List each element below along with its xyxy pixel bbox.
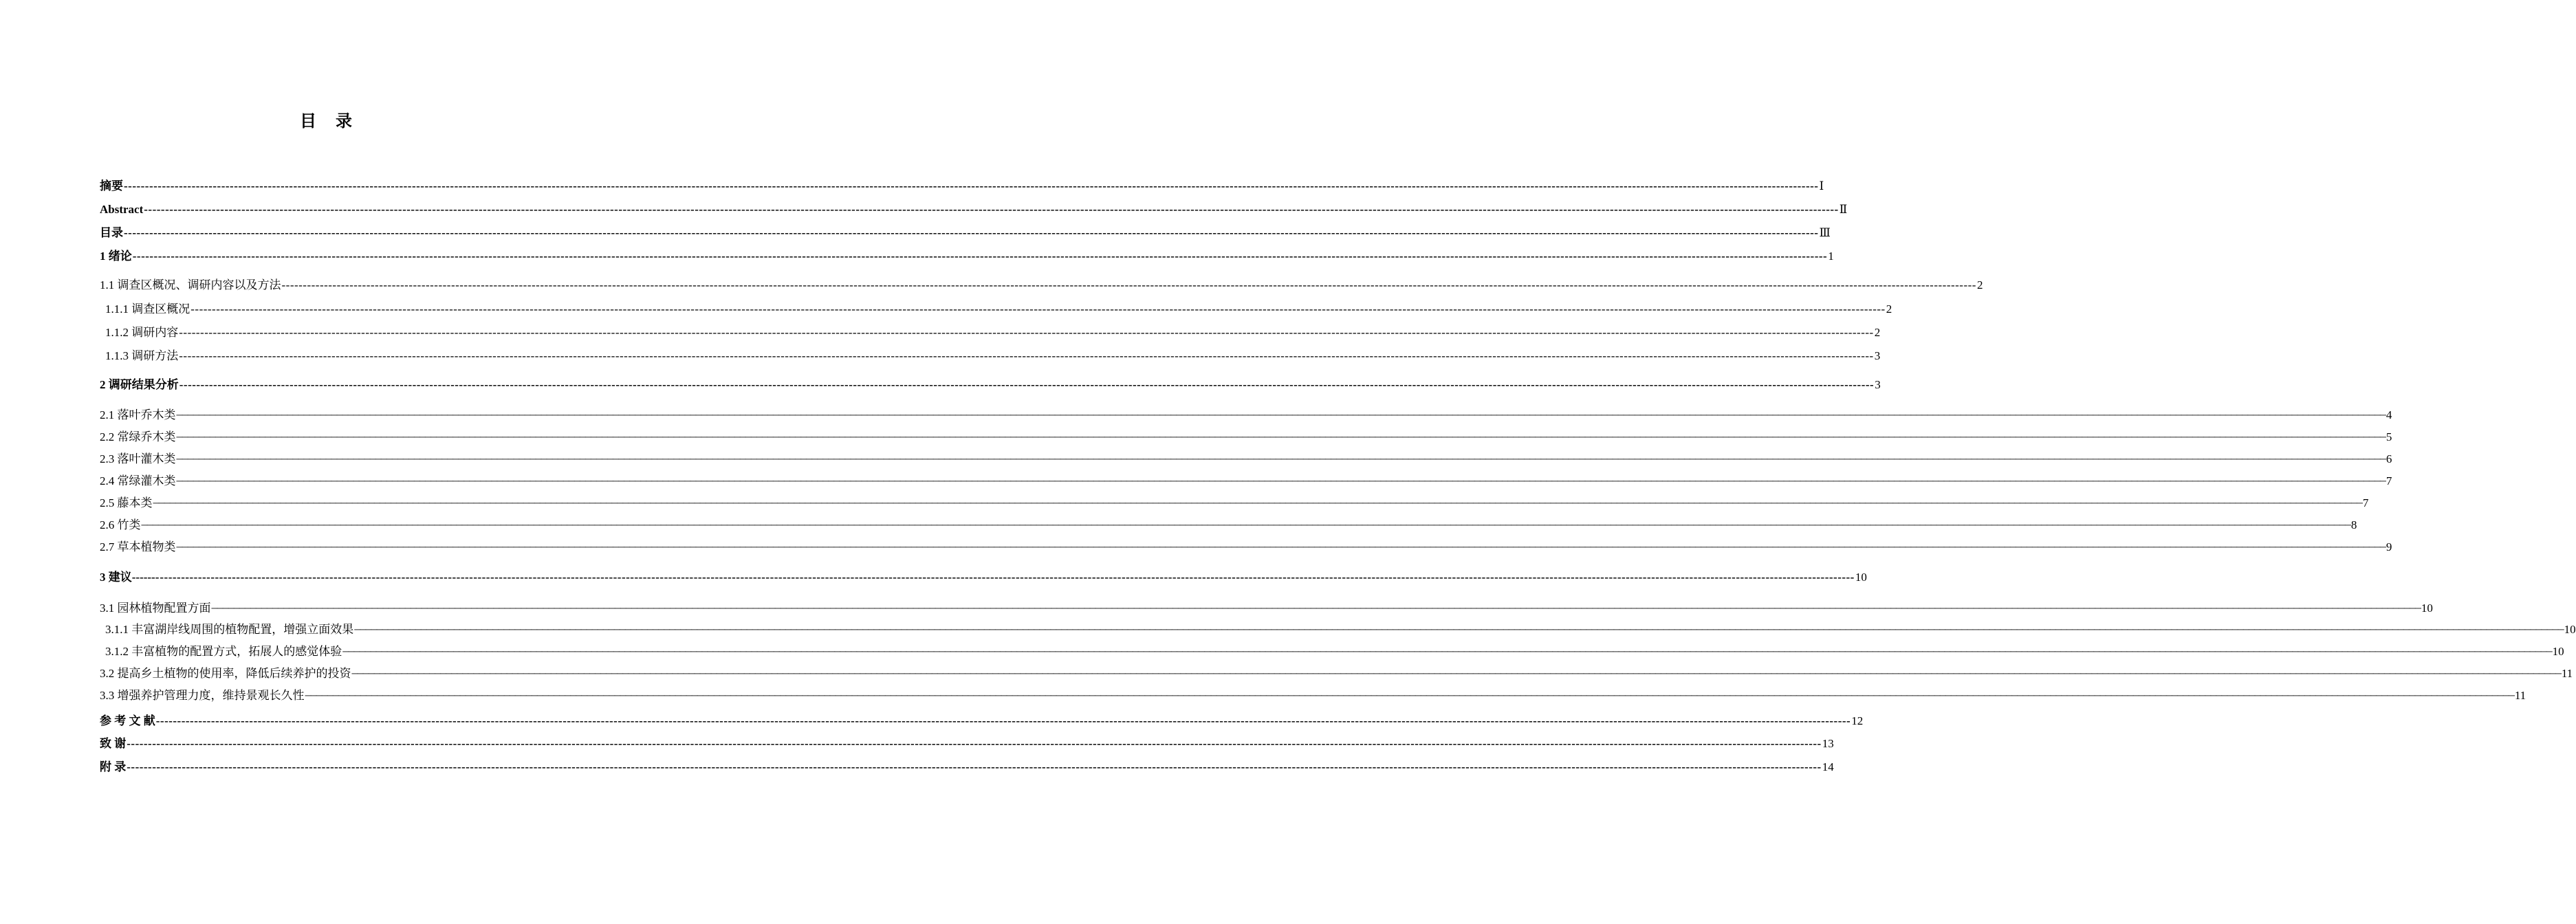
toc-page-number: 1 <box>1828 250 1834 263</box>
toc-entry[interactable] <box>100 622 2576 637</box>
toc-leader: ---------------------------------------------------------------------------------------------------------------------------------------------------------------------------------------------------------------------------------------------------------------------------------------------------------------------------------------------------------------------------------------------------------------- <box>179 326 1874 339</box>
toc-entry[interactable] <box>100 249 1834 264</box>
page-title: 目 录 <box>300 111 353 131</box>
toc-entry[interactable] <box>100 430 2392 445</box>
toc-page-number: 6 <box>2386 452 2392 465</box>
toc-page-number: 2 <box>1886 302 1892 316</box>
toc-entry-label: 参 考 文 献 <box>100 714 155 727</box>
toc-entry[interactable] <box>100 601 2433 616</box>
toc-leader: ---------------------------------------------------------------------------------------------------------------------------------------------------------------------------------------------------------------------------------------------------------------------------------------------------------------------------------------------------------------------------------------------------------------- <box>160 571 1855 584</box>
toc-page-number: 10 <box>2564 623 2576 636</box>
toc-leader: ---------------------------------------------------------------------------------------------------------------------------------------------------------------------------------------------------------------------------------------------------------------------------------------------------------------------------------------------------------------------------------------------------------------- <box>132 250 1828 263</box>
toc-page-number: 3 <box>1875 378 1881 391</box>
toc-entry-label: 2.3 落叶灌木类 <box>100 452 176 465</box>
toc-page-number: 13 <box>1822 737 1834 750</box>
toc-entry[interactable] <box>100 736 1834 751</box>
toc-leader: ──────────────────────────────────────────────────────────────────────────────────────────────────────────────────────────────────────────────────────────────────────────────────────────────────────────────────────────────────────────────────────────────────────────────────────────────────────────────────────────────────────────────────────────────────────────────────────────────────────────────── <box>354 624 2564 636</box>
toc-leader: ──────────────────────────────────────────────────────────────────────────────────────────────────────────────────────────────────────────────────────────────────────────────────────────────────────────────────────────────────────────────────────────────────────────────────────────────────────────────────────────────────────────────────────────────────────────────────────────────────────────────── <box>342 646 2552 658</box>
toc-entry[interactable] <box>100 518 2357 533</box>
toc-entry-label: 3.3 增强养护管理力度，维持景观长久性 <box>100 689 305 702</box>
toc-page-number: 9 <box>2386 540 2392 553</box>
toc-entry[interactable] <box>100 377 1881 393</box>
toc-entry[interactable] <box>100 325 1881 340</box>
toc-leader: ---------------------------------------------------------------------------------------------------------------------------------------------------------------------------------------------------------------------------------------------------------------------------------------------------------------------------------------------------------------------------------------------------------------- <box>124 226 1819 239</box>
toc-entry[interactable] <box>100 644 2564 659</box>
toc-page-number: 11 <box>2514 689 2526 702</box>
toc-entry[interactable] <box>100 760 1834 775</box>
toc-entry-label: 1.1 调查区概况、调研内容以及方法 <box>100 278 281 292</box>
toc-page-number: 2 <box>1874 326 1881 339</box>
toc-leader: ---------------------------------------------------------------------------------------------------------------------------------------------------------------------------------------------------------------------------------------------------------------------------------------------------------------------------------------------------------------------------------------------------------------- <box>127 737 1822 750</box>
toc-page-number: 7 <box>2362 496 2369 509</box>
toc-page-number: 2 <box>1976 278 1983 292</box>
toc-page-number: Ⅲ <box>1819 226 1831 239</box>
toc-page-number: Ⅰ <box>1819 179 1824 192</box>
toc-page-number: 8 <box>2350 518 2357 531</box>
toc-entry-label: 3.1 园林植物配置方面 <box>100 602 211 615</box>
toc-page-number: 10 <box>1855 571 1867 584</box>
toc-entry[interactable] <box>100 302 1892 317</box>
toc-entry-label: 3 建议------- <box>100 571 160 584</box>
toc-page-number: 3 <box>1874 349 1881 362</box>
toc-page-number: Ⅱ <box>1839 203 1848 216</box>
toc-leader: ---------------------------------------------------------------------------------------------------------------------------------------------------------------------------------------------------------------------------------------------------------------------------------------------------------------------------------------------------------------------------------------------------------------- <box>179 378 1875 391</box>
toc-entry-label: 摘要 <box>100 179 123 192</box>
toc-entry-label: 附 录 <box>100 760 127 773</box>
toc-entry-label: Abstract <box>100 203 144 216</box>
toc-page-number: 11 <box>2561 667 2573 680</box>
toc-entry[interactable] <box>100 688 2526 703</box>
toc-entry[interactable] <box>100 570 1867 585</box>
toc-leader: ---------------------------------------------------------------------------------------------------------------------------------------------------------------------------------------------------------------------------------------------------------------------------------------------------------------------------------------------------------------------------------------------------------------- <box>155 714 1851 727</box>
toc-entry[interactable] <box>100 714 1864 729</box>
toc-entry-label: 1.1.2 调研内容 <box>105 326 179 339</box>
toc-leader: ---------------------------------------------------------------------------------------------------------------------------------------------------------------------------------------------------------------------------------------------------------------------------------------------------------------------------------------------------------------------------------------------------------------- <box>127 760 1822 773</box>
toc-entry[interactable] <box>100 474 2392 489</box>
toc-entry[interactable] <box>100 202 1848 217</box>
toc-entry-label: 3.1.2 丰富植物的配置方式，拓展人的感觉体验 <box>105 645 342 658</box>
toc-leader: ──────────────────────────────────────────────────────────────────────────────────────────────────────────────────────────────────────────────────────────────────────────────────────────────────────────────────────────────────────────────────────────────────────────────────────────────────────────────────────────────────────────────────────────────────────────────────────────────────────────────── <box>305 690 2514 702</box>
toc-page-number: 4 <box>2386 408 2392 421</box>
toc-leader: ──────────────────────────────────────────────────────────────────────────────────────────────────────────────────────────────────────────────────────────────────────────────────────────────────────────────────────────────────────────────────────────────────────────────────────────────────────────────────────────────────────────────────────────────────────────────────────────────────────────────── <box>351 668 2561 680</box>
toc-entry-label: 2.7 草本植物类 <box>100 540 176 553</box>
toc-page-number: 7 <box>2386 474 2392 487</box>
toc-entry-label: 3.1.1 丰富湖岸线周围的植物配置，增强立面效果 <box>105 623 354 636</box>
toc-entry[interactable] <box>100 452 2392 467</box>
toc-entry[interactable] <box>100 349 1881 364</box>
toc-leader: ---------------------------------------------------------------------------------------------------------------------------------------------------------------------------------------------------------------------------------------------------------------------------------------------------------------------------------------------------------------------------------------------------------------- <box>190 302 1886 316</box>
toc-entry[interactable] <box>100 496 2369 511</box>
toc-entry-label: 2.2 常绿乔木类 <box>100 430 176 443</box>
toc-leader: ---------------------------------------------------------------------------------------------------------------------------------------------------------------------------------------------------------------------------------------------------------------------------------------------------------------------------------------------------------------------------------------------------------------- <box>144 203 1839 216</box>
toc-leader: ──────────────────────────────────────────────────────────────────────────────────────────────────────────────────────────────────────────────────────────────────────────────────────────────────────────────────────────────────────────────────────────────────────────────────────────────────────────────────────────────────────────────────────────────────────────────────────────────────────────────── <box>176 541 2386 553</box>
toc-entry-label: 1.1.3 调研方法 <box>105 349 179 362</box>
toc-entry-label: 2 调研结果分析 <box>100 378 179 391</box>
toc-entry[interactable] <box>100 540 2392 555</box>
toc-leader: ──────────────────────────────────────────────────────────────────────────────────────────────────────────────────────────────────────────────────────────────────────────────────────────────────────────────────────────────────────────────────────────────────────────────────────────────────────────────────────────────────────────────────────────────────────────────────────────────────────────────── <box>176 475 2386 487</box>
toc-leader: ---------------------------------------------------------------------------------------------------------------------------------------------------------------------------------------------------------------------------------------------------------------------------------------------------------------------------------------------------------------------------------------------------------------- <box>281 278 1976 292</box>
toc-entry[interactable] <box>100 666 2573 681</box>
toc-leader: ──────────────────────────────────────────────────────────────────────────────────────────────────────────────────────────────────────────────────────────────────────────────────────────────────────────────────────────────────────────────────────────────────────────────────────────────────────────────────────────────────────────────────────────────────────────────────────────────────────────────── <box>153 497 2362 509</box>
toc-leader: ──────────────────────────────────────────────────────────────────────────────────────────────────────────────────────────────────────────────────────────────────────────────────────────────────────────────────────────────────────────────────────────────────────────────────────────────────────────────────────────────────────────────────────────────────────────────────────────────────────────────── <box>176 409 2386 421</box>
toc-leader: ──────────────────────────────────────────────────────────────────────────────────────────────────────────────────────────────────────────────────────────────────────────────────────────────────────────────────────────────────────────────────────────────────────────────────────────────────────────────────────────────────────────────────────────────────────────────────────────────────────────────── <box>176 431 2386 443</box>
toc-page-number: 10 <box>2552 645 2564 658</box>
toc-entry-label: 目录 <box>100 226 123 239</box>
toc-leader: ──────────────────────────────────────────────────────────────────────────────────────────────────────────────────────────────────────────────────────────────────────────────────────────────────────────────────────────────────────────────────────────────────────────────────────────────────────────────────────────────────────────────────────────────────────────────────────────────────────────────── <box>141 519 2350 531</box>
toc-leader: ---------------------------------------------------------------------------------------------------------------------------------------------------------------------------------------------------------------------------------------------------------------------------------------------------------------------------------------------------------------------------------------------------------------- <box>179 349 1874 362</box>
toc-entry-label: 致 谢 <box>100 737 127 750</box>
toc-page-number: 12 <box>1851 714 1864 727</box>
toc-entry-label: 3.2 提高乡土植物的使用率，降低后续养护的投资 <box>100 667 351 680</box>
toc-entry[interactable] <box>100 278 1983 293</box>
toc-entry-label: 1.1.1 调查区概况 <box>105 302 190 316</box>
toc-leader: ---------------------------------------------------------------------------------------------------------------------------------------------------------------------------------------------------------------------------------------------------------------------------------------------------------------------------------------------------------------------------------------------------------------- <box>124 179 1819 192</box>
toc-leader: ──────────────────────────────────────────────────────────────────────────────────────────────────────────────────────────────────────────────────────────────────────────────────────────────────────────────────────────────────────────────────────────────────────────────────────────────────────────────────────────────────────────────────────────────────────────────────────────────────────────────── <box>176 453 2386 465</box>
toc-entry[interactable] <box>100 408 2392 423</box>
toc-entry-label: 2.6 竹类 <box>100 518 141 531</box>
toc-entry-label: 1 绪论 <box>100 250 132 263</box>
toc-page-number: 5 <box>2386 430 2392 443</box>
toc-entry-label: 2.1 落叶乔木类 <box>100 408 176 421</box>
toc-entry-label: 2.4 常绿灌木类 <box>100 474 176 487</box>
toc-entry[interactable] <box>100 226 1831 241</box>
toc-entry[interactable] <box>100 179 1824 194</box>
toc-page-number: 14 <box>1822 760 1834 773</box>
toc-entry-label: 2.5 藤本类 <box>100 496 153 509</box>
toc-leader: ──────────────────────────────────────────────────────────────────────────────────────────────────────────────────────────────────────────────────────────────────────────────────────────────────────────────────────────────────────────────────────────────────────────────────────────────────────────────────────────────────────────────────────────────────────────────────────────────────────────────── <box>211 602 2421 615</box>
toc-page-number: 10 <box>2421 602 2433 615</box>
